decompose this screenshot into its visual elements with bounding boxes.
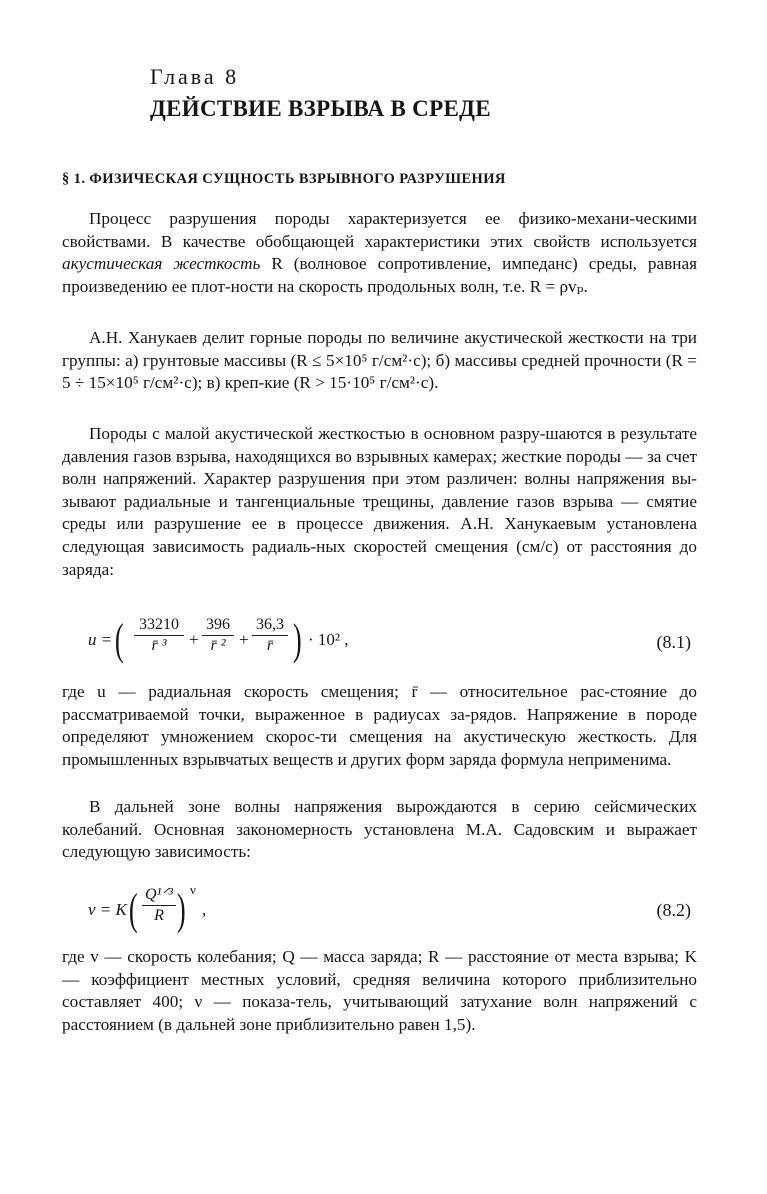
fraction-bar xyxy=(134,635,184,636)
formula-8-2-lhs: v = K xyxy=(88,900,127,919)
formula-8-2-fraction xyxy=(142,886,176,925)
paragraph-destruction-mechanism: Породы с малой акустической жесткостью в основном разру-шаются в результате давления газов взрыва, находящихся во взрывных камерах; жесткие породы — за счет волн напряжений. Характер разрушения при этом различен: волны напряжения вы-зывают радиальные и тангенциальные трещины, давление газов взрыва — смятие среды или разрушение ее в процессе движения. А.Н. Ханукаевым установлена следующая зависимость радиаль-ных скоростей смещения (см/с) от расстояния до заряда: xyxy=(62,424,697,579)
formula-8-1-term3-den: r̄ xyxy=(266,637,274,654)
formula-8-1 xyxy=(0,612,767,672)
formula-8-1-term2-den: r̄ ² xyxy=(210,637,226,654)
formula-8-2-left-paren: ( xyxy=(128,885,138,934)
paragraph-khanukaev-groups: А.Н. Ханукаев делит горные породы по величине акустической жесткости на три группы: а) грунтовые массивы (R ≤ 5×10⁵ г/см²·с); б) массивы средней прочности (R = 5 ÷ 15×10⁵ г/см²·с); в) креп-кие (R > 15·10⁵ г/см²·с). xyxy=(62,328,697,393)
formula-8-1-term2 xyxy=(202,616,234,655)
plus-sign: + xyxy=(189,630,199,649)
formula-8-1-term3 xyxy=(252,616,288,655)
fraction-bar xyxy=(142,905,176,906)
plus-sign: + xyxy=(239,630,249,649)
section-heading: § 1. ФИЗИЧЕСКАЯ СУЩНОСТЬ ВЗРЫВНОГО РАЗРУШЕНИЯ xyxy=(62,171,506,187)
formula-8-1-term2-num: 396 xyxy=(206,616,230,633)
formula-8-2-number: (8.2) xyxy=(656,900,691,920)
fraction-bar xyxy=(202,635,234,636)
formula-8-1-term1 xyxy=(134,616,184,655)
paragraph-far-zone: В дальней зоне волны напряжения вырождаются в серию сейсмических колебаний. Основная закономерность установлена М.А. Садовским и выражает следующую зависимость: xyxy=(62,797,697,862)
chapter-title: ДЕЙСТВИЕ ВЗРЫВА В СРЕДЕ xyxy=(150,96,491,121)
formula-8-1-term1-den: r̄ ³ xyxy=(151,637,167,654)
paragraph-intro xyxy=(62,208,697,298)
formula-8-1-tail: · 10² , xyxy=(308,630,349,649)
formula-8-2-den: R xyxy=(154,907,164,924)
paragraph-intro-text-a: Процесс разрушения породы характеризуется ее физико-механи-ческими свойствами. В качестве обобщающей характеристики этих свойств используется xyxy=(62,209,697,251)
formula-8-2 xyxy=(0,880,767,940)
formula-8-2-exponent: ν xyxy=(190,882,196,897)
paragraph-formula-8-2-explanation: где v — скорость колебания; Q — масса заряда; R — расстояние от места взрыва; K — коэффициент местных условий, средняя величина которого приблизительно составляет 400; ν — показа-тель, учитывающий затухание волн напряжений с расстоянием (в дальней зоне приблизительно равен 1,5). xyxy=(62,947,697,1034)
formula-8-1-term3-num: 36,3 xyxy=(256,616,284,633)
formula-8-2-right-paren: ) xyxy=(176,885,186,934)
term-acoustic-stiffness: акустическая жесткость xyxy=(62,254,261,274)
formula-8-1-left-paren: ( xyxy=(114,615,124,664)
paragraph-formula-8-1-explanation: где u — радиальная скорость смещения; r̄ — относительное рас-стояние до рассматриваемой точки, выраженное в радиусах за-рядов. Напряжение в породе определяют умножением скорос-ти смещения на акустическую жесткость. Для промышленных взрывчатых веществ и других форм заряда формула неприменима. xyxy=(62,682,697,769)
fraction-bar xyxy=(252,635,288,636)
formula-8-1-number: (8.1) xyxy=(656,632,691,652)
chapter-label: Глава 8 xyxy=(150,64,240,89)
formula-8-2-num: Q¹ᐟ³ xyxy=(145,886,173,903)
formula-8-1-lhs: u = xyxy=(88,630,113,649)
formula-8-2-tail: , xyxy=(202,900,207,919)
paragraph-intro-text-b: R (волновое сопротивление, импеданс) среды, равная произведению ее плот-ности на скорость продольных волн, т.е. R = ρvₚ. xyxy=(62,254,697,296)
formula-8-1-term1-num: 33210 xyxy=(139,616,179,633)
formula-8-1-right-paren: ) xyxy=(292,615,302,664)
